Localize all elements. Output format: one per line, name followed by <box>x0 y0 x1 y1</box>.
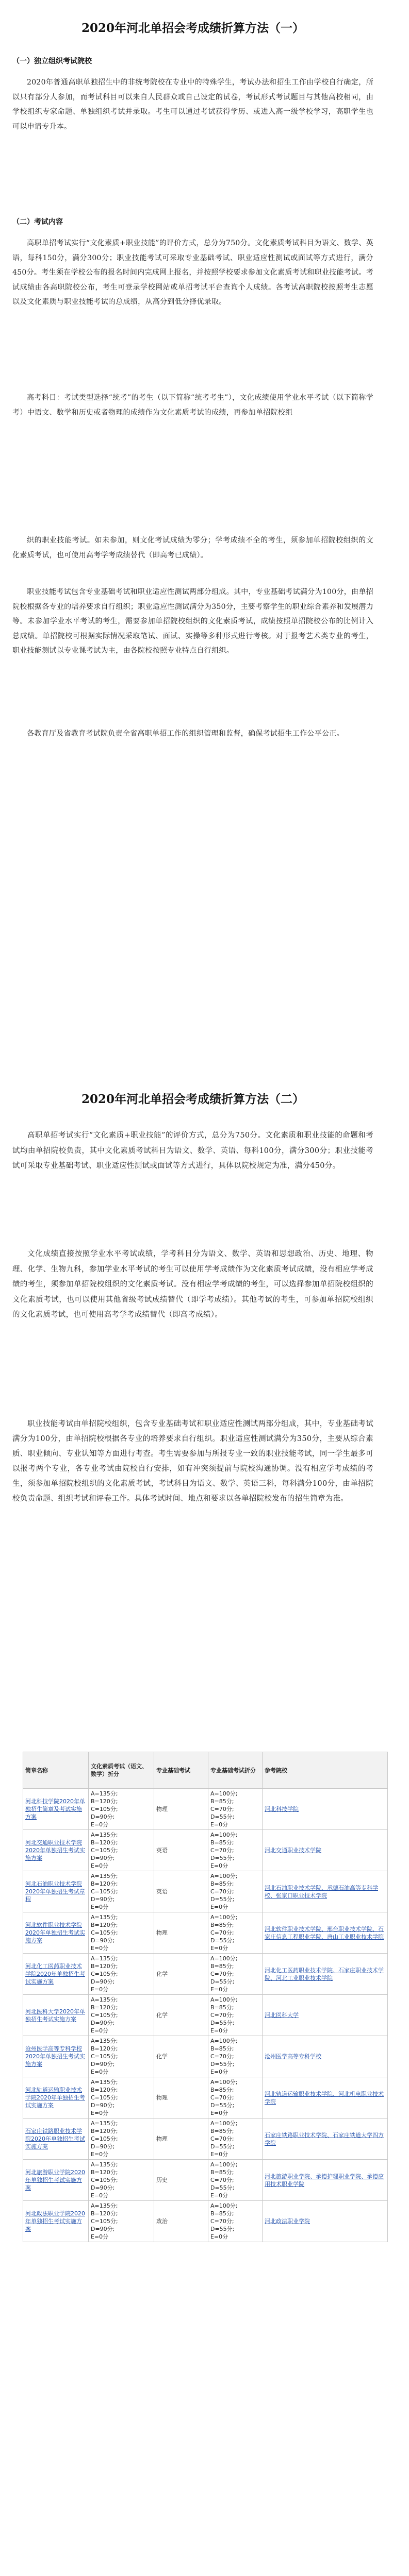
table-row <box>23 2077 388 2119</box>
score-line: D=55分; <box>210 2020 235 2026</box>
brochure-link[interactable]: 河北医科大学2020年单独招生考试实施方案 <box>25 2008 85 2023</box>
cell-subject: 英语 <box>154 1830 208 1871</box>
score-line: E=0分 <box>91 2027 109 2034</box>
score-line: B=85分; <box>210 1963 234 1970</box>
score-line: D=90分; <box>91 2020 115 2026</box>
brochure-link[interactable]: 沧州医学高等专科学校2020年单独招生考试实施方案 <box>25 2045 85 2067</box>
score-line: D=90分; <box>91 2226 115 2232</box>
table-row <box>23 2160 388 2201</box>
table-row <box>23 2119 388 2160</box>
cell-culture-score <box>89 2036 154 2077</box>
score-line: D=55分; <box>210 1855 235 1861</box>
score-line: C=105分; <box>91 1888 118 1895</box>
institution-link[interactable]: 河北医科大学 <box>265 2012 299 2019</box>
cell-subject: 政治 <box>154 2201 208 2242</box>
cell-subject: 英语 <box>154 1871 208 1912</box>
cell-base-score <box>208 1789 263 1830</box>
cell-name <box>23 1789 89 1830</box>
score-line: A=100分; <box>210 2038 238 2044</box>
cell-institutions <box>263 1912 388 1954</box>
score-line: E=0分 <box>210 1862 228 1869</box>
score-line: B=85分; <box>210 2169 234 2176</box>
table-row <box>23 2201 388 2242</box>
score-line: E=0分 <box>210 2069 228 2075</box>
cell-institutions <box>263 1871 388 1912</box>
cell-subject: 化学 <box>154 1995 208 2036</box>
cell-institutions <box>263 1954 388 1995</box>
score-line: A=100分; <box>210 2202 238 2209</box>
score-line: D=90分; <box>91 1896 115 1903</box>
score-line: B=120分; <box>91 1963 118 1970</box>
score-line: E=0分 <box>91 1945 109 1952</box>
cell-institutions <box>263 2201 388 2242</box>
score-line: C=70分; <box>210 1806 234 1812</box>
score-line: C=70分; <box>210 1929 234 1936</box>
brochure-link[interactable]: 河北政法职业学院2020年单独招生考试实施方案 <box>25 2210 85 2232</box>
score-line: C=105分; <box>91 2053 118 2060</box>
score-line: B=85分; <box>210 1880 234 1887</box>
cell-name <box>23 2077 89 2119</box>
cell-institutions <box>263 2077 388 2119</box>
score-line: E=0分 <box>91 2192 109 2199</box>
institution-link[interactable]: 石家庄铁路职业技术学院、石家庄铁道大学四方学院 <box>265 2131 384 2146</box>
cell-culture-score <box>89 1995 154 2036</box>
score-line: C=70分; <box>210 2012 234 2019</box>
score-line: C=70分; <box>210 2094 234 2101</box>
score-line: B=85分; <box>210 2087 234 2093</box>
paragraph: 高职单招考试实行“文化素质+职业技能”的评价方式，总分为750分。文化素质考试科目为语文、数学、英语，每科150分，满分300分；职业技能考试可采取专业基础考试、职业适应性测试或面试等方式进行，满分450分。考生须在学校公布的报名时间内完成网上报名，并按照学校要求参加文化素质考试和职业技能考试。考试成绩由各高职院校公布，考生可登录学校网站或单招考试平台查询个人成绩。各考试高职院校按照考生志愿以及文化素质与职业技能考试的总成绩，从高分到低分择优录取。 <box>12 239 373 306</box>
part2-body-3 <box>12 1417 373 1506</box>
score-line: A=100分; <box>210 2079 238 2086</box>
score-line: D=90分; <box>91 1814 115 1820</box>
score-line: E=0分 <box>91 1821 109 1828</box>
col-header-subject: 专业基础考试 <box>154 1752 208 1789</box>
part2-body-2 <box>12 1247 373 1323</box>
score-line: E=0分 <box>91 2233 109 2240</box>
score-line: C=105分; <box>91 2218 118 2225</box>
institution-link[interactable]: 沧州医学高等专科学校 <box>265 2053 321 2060</box>
score-line: B=85分; <box>210 2128 234 2134</box>
score-line: B=85分; <box>210 2004 234 2011</box>
heading-exam-content: （二）考试内容 <box>12 218 63 226</box>
score-line: C=105分; <box>91 1847 118 1854</box>
cell-base-score <box>208 1912 263 1954</box>
score-line: C=105分; <box>91 2177 118 2183</box>
score-line: A=100分; <box>210 2161 238 2168</box>
heading-independent-exam: （一）独立组织考试院校 <box>12 57 92 65</box>
cell-name <box>23 1871 89 1912</box>
score-line: A=100分; <box>210 1832 238 1838</box>
score-line: C=70分; <box>210 2136 234 2142</box>
score-line: C=105分; <box>91 1929 118 1936</box>
cell-subject: 化学 <box>154 2036 208 2077</box>
col-header-institutions: 参考院校 <box>263 1752 388 1789</box>
score-line: D=90分; <box>91 2061 115 2067</box>
table-row <box>23 1954 388 1995</box>
cell-name <box>23 1912 89 1954</box>
score-line: C=70分; <box>210 2177 234 2183</box>
brochure-link[interactable]: 河北石油职业技术学院2020年单独招生考试章程 <box>25 1880 85 1903</box>
cell-culture-score <box>89 2201 154 2242</box>
score-line: D=90分; <box>91 1855 115 1861</box>
paragraph: 高职单招考试实行“文化素质+职业技能”的评价方式，总分为750分。文化素质和职业技能的命题和考试均由单招院校负责，其中文化素质考试科目为语文、数学、英语、每科100分，满分300分；职业技能考试可采取专业基础考试、职业适应性测试或面试等方式进行，具体以院校规定为准，满分450分。 <box>12 1131 373 1170</box>
score-line: E=0分 <box>91 1862 109 1869</box>
cell-base-score <box>208 2077 263 2119</box>
score-line: A=100分; <box>210 1996 238 2003</box>
score-line: E=0分 <box>91 2110 109 2116</box>
cell-subject: 物理 <box>154 1789 208 1830</box>
score-line: C=105分; <box>91 1971 118 1977</box>
score-line: B=120分; <box>91 2087 118 2093</box>
table-row <box>23 1912 388 1954</box>
cell-base-score <box>208 1954 263 1995</box>
cell-institutions <box>263 1830 388 1871</box>
score-line: E=0分 <box>91 2069 109 2075</box>
score-line: D=55分; <box>210 1978 235 1985</box>
brochure-link[interactable]: 河北化工医药职业技术学院2020年单独招生考试实施方案 <box>25 1963 85 1985</box>
cell-name <box>23 1830 89 1871</box>
score-line: A=135分; <box>91 2202 118 2209</box>
cell-subject: 物理 <box>154 2077 208 2119</box>
brochure-link[interactable]: 河北软件职业技术学院2020年单独招生考试实施方案 <box>25 1922 85 1944</box>
score-line: C=70分; <box>210 2218 234 2225</box>
institution-link[interactable]: 河北软件职业技术学院、邢台职业技术学院、石家庄信息工程职业学院、唐山工业职业技术学院 <box>265 1925 384 1940</box>
paragraph: 文化成绩直接按照学业水平考试成绩，学考科目分为语文、数学、英语和思想政治、历史、地理、物理、化学、生物九科，参加学业水平考试的考生可以使用学考成绩作为文化素质考试成绩，没有相应学考成绩的考生，须参加单招院校组织的文化素质考试。没有相应学考成绩的考生，可以选择参加单招院校组织的文化素质考试，也可以使用其他省级考试成绩替代（即学考成绩）。其他考试的考生，可参加单招院校组织的文化素质考试，也可使用高考学考成绩替代（即高考成绩）。 <box>12 1250 373 1319</box>
cell-culture-score <box>89 2119 154 2160</box>
table-header-row <box>23 1752 388 1789</box>
score-line: A=100分; <box>210 1914 238 1921</box>
score-line: D=55分; <box>210 1814 235 1820</box>
cell-institutions <box>263 2119 388 2160</box>
score-line: A=100分; <box>210 1790 238 1797</box>
institution-link[interactable]: 河北化工医药职业技术学院、石家庄职业技术学院、河北工业职业技术学院 <box>265 1967 384 1981</box>
paragraph: 织的职业技能考试。如未参加，则文化考试成绩为零分；学考成绩不全的考生，须参加单招院校组织的文化素质考试，也可使用高考学考成绩替代（即高考已成绩）。 <box>12 536 373 560</box>
score-line: D=55分; <box>210 2061 235 2067</box>
cell-base-score <box>208 2036 263 2077</box>
score-line: B=85分; <box>210 2210 234 2217</box>
cell-culture-score <box>89 1954 154 1995</box>
part1-body-3 <box>12 391 373 420</box>
score-line: A=135分; <box>91 1832 118 1838</box>
col-header-base-score: 专业基础考试折分 <box>208 1752 263 1789</box>
score-line: E=0分 <box>210 2192 228 2199</box>
score-line: C=70分; <box>210 1888 234 1895</box>
cell-subject: 历史 <box>154 2160 208 2201</box>
paragraph: 2020年普通高职单独招生中的非统考院校在专业中的特殊学生，考试办法和招生工作由学校自行确定，所以只有部分人参加，而考试科目可以来自人民群众或自己设定的试卷，考试形式考试题目与其他高校相同，由学校组织专家命题、单独组织考试并录取。考生可以通过考试获得学历、或进入高一级学校学习，高职学生也可以申请专升本。 <box>12 78 373 131</box>
score-line: A=135分; <box>91 1914 118 1921</box>
cell-name <box>23 2036 89 2077</box>
score-line: A=135分; <box>91 1996 118 2003</box>
score-line: C=105分; <box>91 2094 118 2101</box>
cell-name <box>23 1995 89 2036</box>
cell-culture-score <box>89 2077 154 2119</box>
institution-link[interactable]: 河北政法职业学院 <box>265 2218 310 2225</box>
score-line: A=100分; <box>210 1873 238 1879</box>
col-header-name: 简章名称 <box>23 1752 89 1789</box>
score-line: C=105分; <box>91 2012 118 2019</box>
cell-base-score <box>208 2119 263 2160</box>
score-line: B=85分; <box>210 1922 234 1928</box>
score-line: E=0分 <box>210 2233 228 2240</box>
score-line: B=120分; <box>91 1839 118 1846</box>
score-line: D=90分; <box>91 2102 115 2109</box>
score-line: A=100分; <box>210 1955 238 1962</box>
score-line: E=0分 <box>210 1986 228 1993</box>
score-line: B=120分; <box>91 2045 118 2052</box>
score-line: D=55分; <box>210 1896 235 1903</box>
score-line: B=120分; <box>91 2169 118 2176</box>
score-line: B=120分; <box>91 2128 118 2134</box>
cell-name <box>23 2201 89 2242</box>
score-line: B=120分; <box>91 2210 118 2217</box>
cell-base-score <box>208 1871 263 1912</box>
paragraph: 职业技能考试包含专业基础考试和职业适应性测试两部分组成。其中，专业基础考试满分为100分，由单招院校根据各专业的培养要求自行组织；职业适应性测试满分为350分，主要考察学生的职业综合素养和发展潜力等。未参加学业水平考试的考生，需要参加单招院校组织的文化素质考试，成绩按照单招院校公布的比例计入总成绩。单招院校可根据实际情况采取笔试、面试、实操等多种形式进行考核。对于报考艺术类专业的考生，职业技能测试以专业课考试为主，由各院校按照专业特点自行组织。 <box>12 588 373 655</box>
part2-body-1 <box>12 1128 373 1174</box>
score-line: A=135分; <box>91 1955 118 1962</box>
cell-institutions <box>263 1789 388 1830</box>
part1-heading-2 <box>12 216 373 227</box>
table-body <box>23 1789 388 2242</box>
cell-institutions <box>263 2036 388 2077</box>
part1-body-4 <box>12 533 373 563</box>
score-line: A=100分; <box>210 2120 238 2127</box>
score-line: E=0分 <box>210 2110 228 2116</box>
brochure-link[interactable]: 河北旅游职业学院2020年单独招生考试实施方案 <box>25 2169 85 2191</box>
cell-name <box>23 1954 89 1995</box>
score-line: C=70分; <box>210 1847 234 1854</box>
paragraph: 各教育厅及省教育考试院负责全省高职单招工作的组织管理和监督，确保考试招生工作公平公正。 <box>27 730 344 738</box>
part1-body-1 <box>12 75 373 134</box>
institution-link[interactable]: 河北科技学院 <box>265 1806 299 1812</box>
score-line: E=0分 <box>91 1904 109 1910</box>
brochure-link[interactable]: 河北交通职业技术学院2020年单独招生考试实施方案 <box>25 1839 85 1861</box>
score-line: B=120分; <box>91 1880 118 1887</box>
score-line: D=90分; <box>91 1978 115 1985</box>
section-part2 <box>12 1090 373 1107</box>
score-line: E=0分 <box>210 1821 228 1828</box>
cell-culture-score <box>89 1789 154 1830</box>
table-row <box>23 1830 388 1871</box>
score-line: D=90分; <box>91 2184 115 2191</box>
institution-link[interactable]: 河北旅游职业学院、承德护理职业学院、承德应用技术职业学院 <box>265 2173 384 2188</box>
part2-title: 2020年河北单招会考成绩折算方法（二） <box>81 1092 304 1106</box>
score-line: D=90分; <box>91 2143 115 2150</box>
score-line: D=55分; <box>210 2184 235 2191</box>
table-row <box>23 2036 388 2077</box>
score-line: B=85分; <box>210 2045 234 2052</box>
cell-culture-score <box>89 1871 154 1912</box>
score-line: A=135分; <box>91 2038 118 2044</box>
brochure-link[interactable]: 石家庄铁路职业技术学院2020年单独招生考试实施方案 <box>25 2128 85 2150</box>
paragraph: 高考科目：考试类型选择“统考”的考生（以下简称“统考考生”），文化成绩使用学业水平考试（以下简称学考）中语文、数学和历史或者物理的成绩作为文化素质考试的成绩，再参加单招院校组 <box>12 394 373 417</box>
score-line: E=0分 <box>91 2151 109 2158</box>
col-header-culture-score: 文化素质考试（语文、数学）折分 <box>89 1752 154 1789</box>
score-line: A=135分; <box>91 1790 118 1797</box>
cell-base-score <box>208 2160 263 2201</box>
cell-subject: 化学 <box>154 1954 208 1995</box>
score-line: E=0分 <box>210 1945 228 1952</box>
cell-subject: 物理 <box>154 1912 208 1954</box>
cell-base-score <box>208 1830 263 1871</box>
score-line: B=120分; <box>91 1922 118 1928</box>
part1-body-5 <box>12 585 373 658</box>
cell-culture-score <box>89 1830 154 1871</box>
score-conversion-table <box>23 1752 388 2242</box>
institution-link[interactable]: 河北轨道运输职业技术学院、河北机电职业技术学院 <box>265 2090 384 2105</box>
score-line: E=0分 <box>210 2151 228 2158</box>
section-part1 <box>12 19 373 36</box>
part1-body-6 <box>12 726 373 741</box>
institution-link[interactable]: 河北石油职业技术学院、承德石油高等专科学校、张家口职业技术学院 <box>265 1884 378 1899</box>
cell-name <box>23 2160 89 2201</box>
score-line: B=85分; <box>210 1798 234 1805</box>
score-line: A=135分; <box>91 2079 118 2086</box>
cell-base-score <box>208 1995 263 2036</box>
part1-body-2 <box>12 236 373 310</box>
cell-culture-score <box>89 2160 154 2201</box>
table-row <box>23 1789 388 1830</box>
score-line: B=120分; <box>91 1798 118 1805</box>
score-line: D=55分; <box>210 2226 235 2232</box>
score-line: E=0分 <box>91 1986 109 1993</box>
cell-institutions <box>263 2160 388 2201</box>
table-row <box>23 1995 388 2036</box>
part1-title: 2020年河北单招会考成绩折算方法（一） <box>81 21 304 35</box>
score-line: C=70分; <box>210 1971 234 1977</box>
institution-link[interactable]: 河北交通职业技术学院 <box>265 1847 321 1854</box>
score-line: E=0分 <box>210 1904 228 1910</box>
cell-name <box>23 2119 89 2160</box>
score-line: A=135分; <box>91 2161 118 2168</box>
paragraph: 职业技能考试由单招院校组织，包含专业基础考试和职业适应性测试两部分组成，其中，专业基础考试满分为100分，由单招院校根据各专业的培养要求自行组织。职业适应性测试满分为350分，主要从综合素质、职业倾向、专业认知等方面进行考查。考生需要参加与所报专业一致的职业技能考试，同一学生最多可以报考两个专业，各专业考试由院校自行安排，如有冲突须提前与院校沟通协调。没有相应学考成绩的考生，须参加单招院校组织的文化素质考试，考试科目为语文、数学、英语三科，每科满分100分，由单招院校负责命题、组织考试和评卷工作。具体考试时间、地点和要求以各单招院校发布的招生简章为准。 <box>12 1420 373 1503</box>
score-line: C=105分; <box>91 1806 118 1812</box>
table-row <box>23 1871 388 1912</box>
score-line: C=70分; <box>210 2053 234 2060</box>
score-line: E=0分 <box>210 2027 228 2034</box>
score-line: D=55分; <box>210 2143 235 2150</box>
score-line: D=55分; <box>210 2102 235 2109</box>
score-line: D=55分; <box>210 1937 235 1944</box>
score-line: C=105分; <box>91 2136 118 2142</box>
score-line: A=135分; <box>91 1873 118 1879</box>
score-line: A=135分; <box>91 2120 118 2127</box>
cell-subject: 物理 <box>154 2119 208 2160</box>
score-line: D=90分; <box>91 1937 115 1944</box>
brochure-link[interactable]: 河北科技学院2020年单独招生简章及考试实施方案 <box>25 1798 85 1820</box>
brochure-link[interactable]: 河北轨道运输职业技术学院2020年单独招生考试实施方案 <box>25 2087 85 2109</box>
score-line: B=85分; <box>210 1839 234 1846</box>
score-line: B=120分; <box>91 2004 118 2011</box>
cell-institutions <box>263 1995 388 2036</box>
cell-culture-score <box>89 1912 154 1954</box>
part1-heading-1 <box>12 56 373 66</box>
cell-base-score <box>208 2201 263 2242</box>
